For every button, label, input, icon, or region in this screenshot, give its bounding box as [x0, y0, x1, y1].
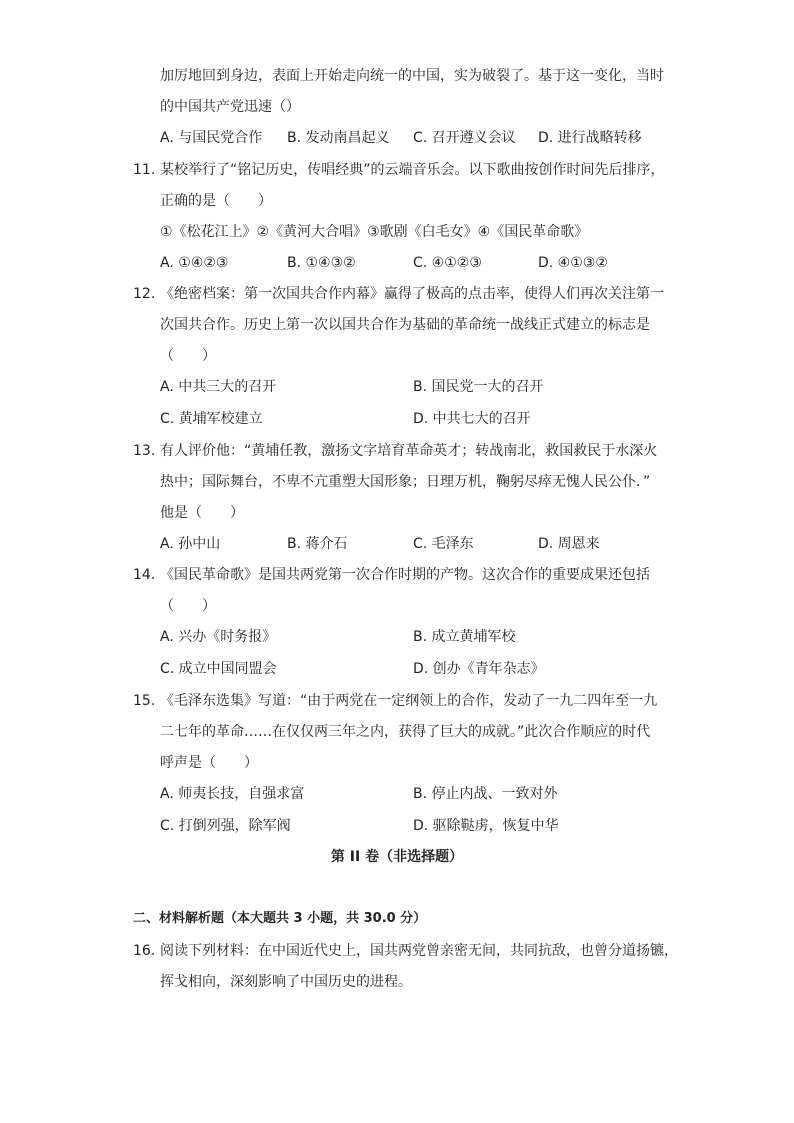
question-text-line: 他是（ ）: [160, 505, 244, 521]
question-text-line: 挥戈相向，深刻影响了中国历史的进程。: [160, 974, 412, 990]
question-text-line: 阅读下列材料：在中国近代史上，国共两党曾亲密无间，共同抗敌，也曾分道扬镳，: [160, 943, 678, 959]
question-number: 16.: [133, 943, 156, 959]
option-a: A. 与国民党合作: [160, 130, 263, 146]
option-d: D. 进行战略转移: [538, 130, 642, 146]
option-d: D. 周恩来: [538, 536, 600, 552]
option-c: C. 召开遵义会议: [413, 130, 516, 146]
question-text-line: 热中；国际舞台，不卑不亢重塑大国形象；日理万机，鞠躬尽瘁无愧人民公仆．”: [160, 474, 651, 490]
option-a: A. ①④②③: [160, 255, 229, 271]
question-text-line: ①《松花江上》②《黄河大合唱》③歌剧《白毛女》④《国民革命歌》: [160, 224, 589, 240]
option-b: B. 蒋介石: [287, 536, 348, 552]
part-heading: 二、材料解析题（本大题共 3 小题，共 30.0 分）: [133, 911, 427, 926]
option-a: A. 中共三大的召开: [160, 379, 277, 395]
question-text-line: 《国民革命歌》是国共两党第一次合作时期的产物。这次合作的重要成果还包括: [160, 567, 650, 583]
option-a: A. 师夷长技，自强求富: [160, 786, 305, 802]
question-text-line: （ ）: [160, 348, 216, 364]
question-text-line: （ ）: [160, 598, 216, 614]
option-d: D. ④①③②: [538, 255, 608, 271]
question-text-line: 呼声是（ ）: [160, 755, 258, 771]
option-c: C. 成立中国同盟会: [160, 661, 277, 677]
question-number: 13.: [133, 443, 156, 459]
question-text-line: 有人评价他：“黄埔任教，激扬文字培育革命英才；转战南北，救国救民于水深火: [160, 443, 658, 459]
option-b: B. 成立黄埔军校: [413, 629, 516, 645]
question-text-line: 二七年的革命……在仅仅两三年之内，获得了巨大的成就。”此次合作顺应的时代: [160, 724, 651, 740]
option-c: C. 打倒列强，除军阀: [160, 818, 291, 834]
option-a: A. 孙中山: [160, 536, 221, 552]
option-d: D. 中共七大的召开: [413, 411, 531, 427]
option-b: B. 国民党一大的召开: [413, 379, 544, 395]
option-b: B. 停止内战、一致对外: [413, 786, 558, 802]
question-text-line: 《毛泽东选集》写道：“由于两党在一定纲领上的合作，发动了一九二四年至一九: [160, 693, 658, 709]
option-b: B. 发动南昌起义: [287, 130, 390, 146]
question-number: 12.: [133, 286, 156, 302]
question-number: 11.: [133, 162, 156, 178]
question-text-line: 正确的是（ ）: [160, 193, 272, 209]
option-c: C. 黄埔军校建立: [160, 411, 263, 427]
option-d: D. 创办《青年杂志》: [413, 661, 545, 677]
section-title: 第 II 卷（非选择题）: [330, 849, 464, 865]
question-text-line: 加厉地回到身边，表面上开始走向统一的中国，实为破裂了。基于这一变化，当时: [160, 68, 664, 84]
question-text-line: 次国共合作。历史上第一次以国共合作为基础的革命统一战线正式建立的标志是: [160, 317, 650, 333]
option-d: D. 驱除鞑虏，恢复中华: [413, 818, 559, 834]
question-number: 15.: [133, 693, 156, 709]
question-text-line: 的中国共产党迅速（）: [160, 99, 300, 115]
question-text-line: 《绝密档案：第一次国共合作内幕》赢得了极高的点击率，使得人们再次关注第一: [160, 286, 664, 302]
option-a: A. 兴办《时务报》: [160, 629, 277, 645]
question-number: 14.: [133, 567, 156, 583]
question-text-line: 某校举行了“铭记历史，传唱经典”的云端音乐会。以下歌曲按创作时间先后排序，: [160, 162, 665, 178]
option-c: C. 毛泽东: [413, 536, 474, 552]
option-c: C. ④①②③: [413, 255, 482, 271]
option-b: B. ①④③②: [287, 255, 356, 271]
